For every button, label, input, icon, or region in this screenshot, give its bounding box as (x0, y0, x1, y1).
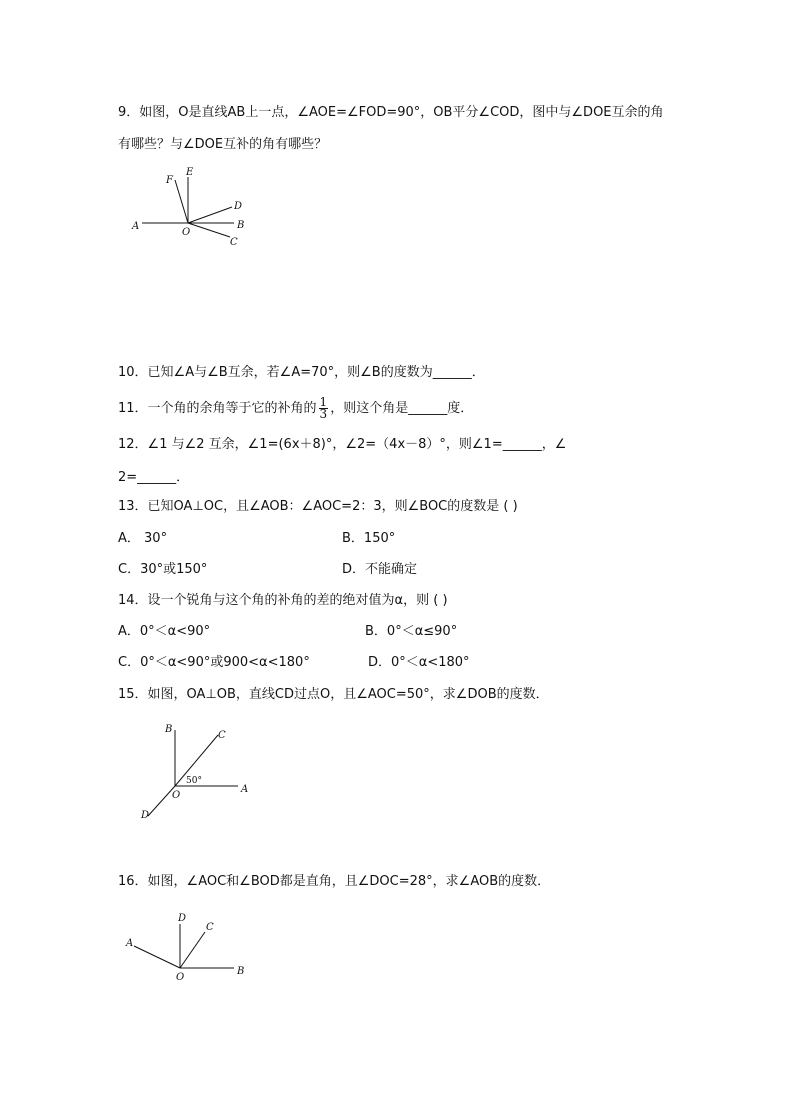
q11-fraction (319, 397, 329, 420)
q16-stem: 16．如图，∠AOC和∠BOD都是直角，且∠DOC=28°，求∠AOB的度数． (118, 874, 551, 889)
q11-before: 11．一个角的余角等于它的补角的 (118, 401, 317, 416)
q16-label-b: B (237, 966, 245, 977)
q9-ray-oc (188, 223, 230, 237)
q9-label-c: C (230, 237, 238, 248)
q16-ray-oa (134, 946, 180, 968)
q15-label-c: C (218, 730, 226, 741)
q15-label-o: O (172, 790, 181, 801)
q11-text (118, 397, 473, 420)
q14-option-b: B．0°＜α≤90° (365, 624, 458, 639)
q9-label-d: D (234, 201, 243, 212)
q9-label-e: E (186, 167, 194, 178)
q13-option-b: B．150° (342, 531, 396, 546)
q15-ray-od (148, 786, 175, 816)
q14-option-c: C．0°＜α<90°或900<α<180° (118, 655, 310, 670)
q16-figure (120, 908, 260, 988)
q9-label-f: F (166, 175, 173, 186)
q15-label-d: D (141, 810, 150, 821)
q13-stem: 13．已知OA⊥OC，且∠AOB：∠AOC=2：3，则∠BOC的度数是 ( ) (118, 499, 518, 514)
q16-ray-oc (180, 932, 205, 968)
q10-text: 10．已知∠A与∠B互余，若∠A=70°，则∠B的度数为______． (118, 365, 485, 380)
q9-ray-of (175, 180, 188, 223)
q9-text-line2: 有哪些？与∠DOE互补的角有哪些？ (118, 137, 328, 152)
q15-label-a: A (241, 784, 249, 795)
q15-figure (138, 718, 263, 823)
q13-option-c: C．30°或150° (118, 562, 208, 577)
q11-frac-num: 1 (319, 395, 328, 409)
q16-label-o: O (176, 972, 185, 983)
q15-stem: 15．如图，OA⊥OB，直线CD过点O，且∠AOC=50°，求∠DOB的度数． (118, 687, 549, 702)
q13-option-a: A． 30° (118, 531, 168, 546)
q11-frac-den: 3 (319, 407, 328, 421)
q13-option-d: D．不能确定 (342, 562, 418, 577)
q9-label-b: B (237, 220, 245, 231)
q16-label-a: A (126, 938, 134, 949)
q14-stem: 14．设一个锐角与这个角的补角的差的绝对值为α，则 ( ) (118, 593, 448, 608)
q12-text-line1: 12．∠1 与∠2 互余，∠1=(6x＋8)°，∠2=（4x－8）°，则∠1=______，∠ (118, 437, 567, 452)
q9-text-line1: 9．如图，O是直线AB上一点，∠AOE=∠FOD=90°，OB平分∠COD，图中与∠DOE互余的角 (118, 105, 664, 120)
q16-label-d: D (178, 913, 187, 924)
q9-label-a: A (132, 221, 140, 232)
q16-label-c: C (206, 922, 214, 933)
q14-option-a: A．0°＜α<90° (118, 624, 211, 639)
q12-text-line2: 2=______． (118, 470, 190, 485)
q9-figure (130, 165, 260, 250)
q15-label-b: B (165, 724, 173, 735)
q9-label-o: O (182, 227, 191, 238)
q11-after: ，则这个角是______度． (330, 401, 474, 416)
q9-ray-od (188, 207, 232, 223)
q15-angle-label: 50° (186, 776, 202, 786)
q14-option-d: D．0°＜α<180° (368, 655, 470, 670)
